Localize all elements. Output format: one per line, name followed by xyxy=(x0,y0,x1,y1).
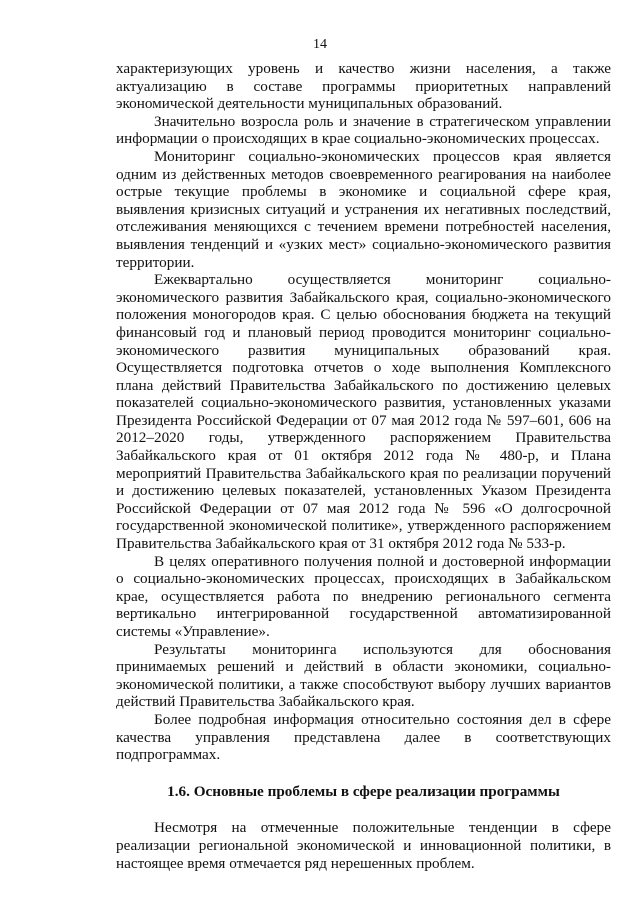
section-heading: 1.6. Основные проблемы в сфере реализации программы xyxy=(167,782,560,800)
paragraph: Несмотря на отмеченные положительные тенденции в сфере реализации региональной экономической и инновационной политики, в настоящее время отмечается ряд нерешенных проблем. xyxy=(116,819,611,872)
body-text xyxy=(116,60,611,872)
page-number: 14 xyxy=(313,37,327,52)
paragraph: Результаты мониторинга используются для обоснования принимаемых решений и действий в области экономики, социально-экономической политики, а также способствуют выбору лучших вариантов действий Правительства Забайкальского края. xyxy=(116,640,611,711)
paragraph: Значительно возросла роль и значение в стратегическом управлении информации о происходящих в крае социально-экономических процессах. xyxy=(116,112,611,148)
paragraph: Ежеквартально осуществляется мониторинг социально-экономического развития Забайкальского края, социально-экономического положения моногородов края. С целью обоснования бюджета на текущий финансовый год и плановый период проводится мониторинг социально-экономического развития муниципальных образований края. Осуществляется подготовка отчетов о ходе выполнения Комплексного плана действий Правительства Забайкальского по достижению целевых показателей социально-экономического развития, установленных указами Президента Российской Федерации от 07 мая 2012 года № 597–601, 606 на 2012–2020 годы, утвержденного распоряжением Правительства Забайкальского края от 01 октября 2012 года № 480-р, и Плана мероприятий Правительства Забайкальского края по реализации поручений и достижению целевых показателей, установленных Указом Президента Российской Федерации от 07 мая 2012 года № 596 «О долгосрочной государственной экономической политике», утвержденного распоряжением Правительства Забайкальского края от 31 октября 2012 года № 533-р. xyxy=(116,271,611,553)
paragraph: В целях оперативного получения полной и достоверной информации о социально-экономических процессах, происходящих в Забайкальском крае, осуществляется работа по внедрению регионального сегмента вертикально интегрированной государственной автоматизированной системы «Управление». xyxy=(116,552,611,640)
paragraph: Более подробная информация относительно состояния дел в сфере качества управления представлена далее в соответствующих подпрограммах. xyxy=(116,710,611,764)
paragraph: Мониторинг социально-экономических процессов края является одним из действенных методов своевременного реагирования на наиболее острые текущие проблемы в экономике и социальной сфере края, выявления кризисных ситуаций и устранения их негативных последствий, отслеживания меняющихся с течением времени потребностей населения, выявления тенденций и «узких мест» социально-экономического развития территории. xyxy=(116,147,611,271)
paragraph-continuation: характеризующих уровень и качество жизни населения, а также актуализацию в составе программы приоритетных направлений экономической деятельности муниципальных образований. xyxy=(116,60,611,113)
